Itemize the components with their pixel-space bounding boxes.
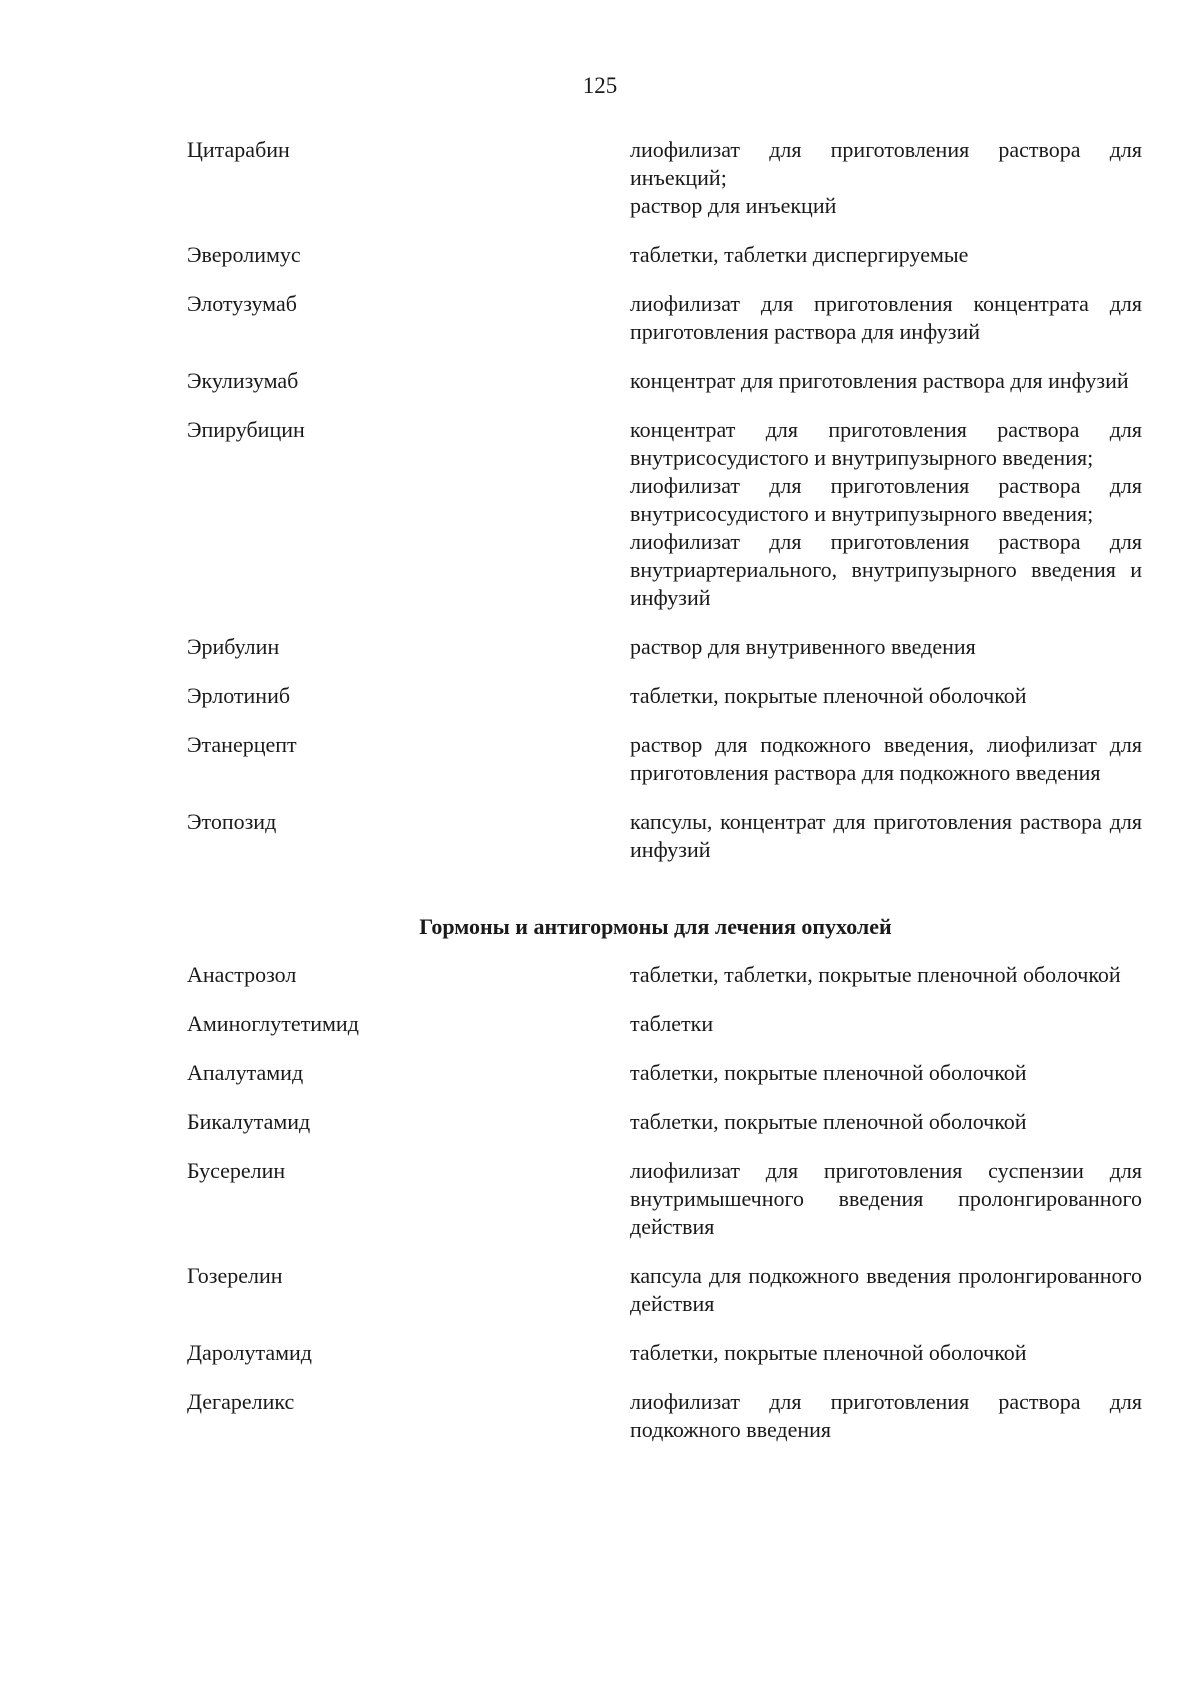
drug-name: Цитарабин bbox=[187, 137, 290, 162]
dosage-form: капсула для подкожного введения пролонгированного действия bbox=[630, 1263, 1142, 1316]
dosage-form: лиофилизат для приготовления раствора для внутрисосудистого и внутрипузырного введения; bbox=[630, 473, 1142, 526]
dosage-form: лиофилизат для приготовления раствора для подкожного введения bbox=[630, 1389, 1142, 1442]
dosage-forms bbox=[630, 416, 1142, 612]
dosage-form: таблетки, покрытые пленочной оболочкой bbox=[630, 1340, 1027, 1365]
dosage-form: лиофилизат для приготовления раствора для внутриартериального, внутрипузырного введения и инфузий bbox=[630, 529, 1142, 610]
dosage-forms bbox=[630, 633, 1142, 661]
drug-row bbox=[187, 808, 1142, 864]
dosage-forms bbox=[630, 1059, 1142, 1087]
drug-name: Элотузумаб bbox=[187, 291, 297, 316]
dosage-form: таблетки, таблетки диспергируемые bbox=[630, 242, 969, 267]
drug-name: Дегареликс bbox=[187, 1389, 295, 1414]
dosage-forms bbox=[630, 241, 1142, 269]
drug-name: Экулизумаб bbox=[187, 368, 299, 393]
dosage-form: раствор для внутривенного введения bbox=[630, 634, 976, 659]
dosage-form: лиофилизат для приготовления концентрата для приготовления раствора для инфузий bbox=[630, 291, 1142, 344]
drug-row bbox=[187, 1388, 1142, 1444]
dosage-form: таблетки bbox=[630, 1011, 714, 1036]
dosage-forms bbox=[630, 1388, 1142, 1444]
drug-row bbox=[187, 633, 1142, 661]
drug-name: Эверолимус bbox=[187, 242, 301, 267]
dosage-form: таблетки, покрытые пленочной оболочкой bbox=[630, 683, 1027, 708]
dosage-forms bbox=[630, 808, 1142, 864]
dosage-forms bbox=[630, 136, 1142, 220]
drug-row bbox=[187, 731, 1142, 787]
dosage-forms bbox=[630, 1262, 1142, 1318]
dosage-form: концентрат для приготовления раствора для внутрисосудистого и внутрипузырного введения; bbox=[630, 417, 1142, 470]
dosage-forms bbox=[630, 1108, 1142, 1136]
drug-name: Эрлотиниб bbox=[187, 683, 291, 708]
drug-row bbox=[187, 290, 1142, 346]
drug-name: Этопозид bbox=[187, 809, 277, 834]
drug-list bbox=[187, 136, 1142, 1465]
dosage-forms bbox=[630, 1010, 1142, 1038]
drug-row bbox=[187, 136, 1142, 220]
dosage-forms bbox=[630, 731, 1142, 787]
drug-name: Эрибулин bbox=[187, 634, 280, 659]
dosage-forms bbox=[630, 961, 1142, 989]
dosage-form: таблетки, таблетки, покрытые пленочной оболочкой bbox=[630, 962, 1121, 987]
dosage-form: концентрат для приготовления раствора для инфузий bbox=[630, 368, 1129, 393]
drug-name: Апалутамид bbox=[187, 1060, 304, 1085]
dosage-forms bbox=[630, 682, 1142, 710]
page-number: 125 bbox=[582, 73, 618, 98]
drug-row bbox=[187, 1010, 1142, 1038]
dosage-form: таблетки, покрытые пленочной оболочкой bbox=[630, 1109, 1027, 1134]
drug-row bbox=[187, 1262, 1142, 1318]
section-heading: Гормоны и антигормоны для лечения опухолей bbox=[419, 914, 892, 939]
drug-name: Эпирубицин bbox=[187, 417, 305, 442]
dosage-forms bbox=[630, 367, 1142, 395]
dosage-form: капсулы, концентрат для приготовления раствора для инфузий bbox=[630, 809, 1142, 862]
drug-name: Гозерелин bbox=[187, 1263, 283, 1288]
dosage-forms bbox=[630, 1157, 1142, 1241]
dosage-form: лиофилизат для приготовления раствора для инъекций; bbox=[630, 137, 1142, 190]
drug-name: Бикалутамид bbox=[187, 1109, 311, 1134]
dosage-form: лиофилизат для приготовления суспензии для внутримышечного введения пролонгированного действия bbox=[630, 1158, 1142, 1239]
drug-name: Аминоглутетимид bbox=[187, 1011, 359, 1036]
drug-row bbox=[187, 1059, 1142, 1087]
drug-row bbox=[187, 416, 1142, 612]
dosage-form: раствор для инъекций bbox=[630, 193, 837, 218]
drug-name: Анастрозол bbox=[187, 962, 297, 987]
dosage-forms bbox=[630, 1339, 1142, 1367]
dosage-form: раствор для подкожного введения, лиофилизат для приготовления раствора для подкожного введения bbox=[630, 732, 1142, 785]
drug-row bbox=[187, 682, 1142, 710]
drug-row bbox=[187, 961, 1142, 989]
drug-row bbox=[187, 1157, 1142, 1241]
drug-row bbox=[187, 1339, 1142, 1367]
drug-name: Этанерцепт bbox=[187, 732, 297, 757]
drug-row bbox=[187, 367, 1142, 395]
drug-row bbox=[187, 1108, 1142, 1136]
dosage-forms bbox=[630, 290, 1142, 346]
drug-name: Бусерелин bbox=[187, 1158, 286, 1183]
drug-row bbox=[187, 241, 1142, 269]
drug-name: Даролутамид bbox=[187, 1340, 312, 1365]
dosage-form: таблетки, покрытые пленочной оболочкой bbox=[630, 1060, 1027, 1085]
